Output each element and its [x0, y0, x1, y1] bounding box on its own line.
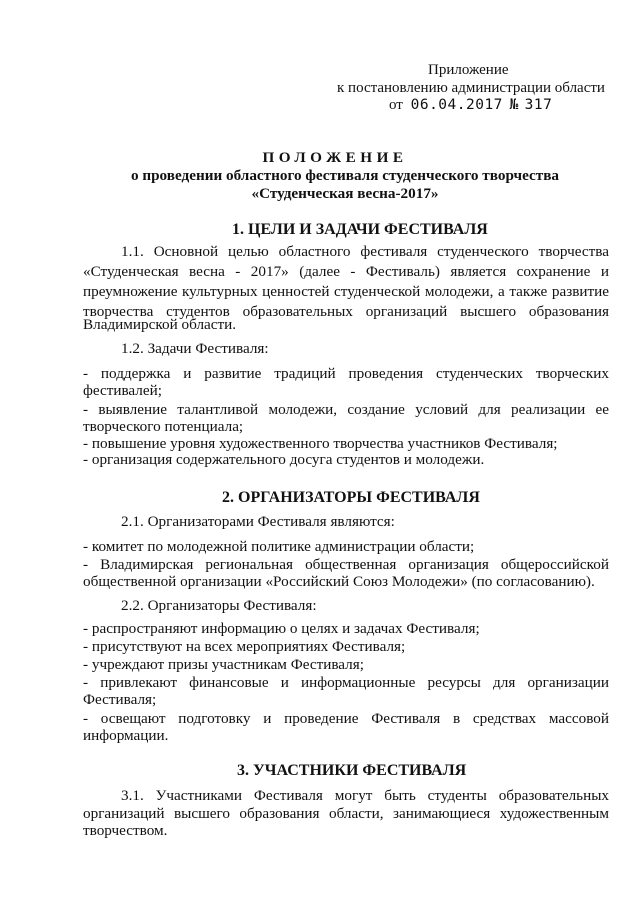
document-title: ПОЛОЖЕНИЕ: [262, 149, 408, 166]
section2-list2-item: - освещают подготовку и проведение Фестиваля в средствах массовой: [83, 710, 609, 727]
document-subtitle: о проведении областного фестиваля студенческого творчества: [130, 167, 560, 184]
section3-p1-line: 3.1. Участниками Фестиваля могут быть студенты образовательных: [121, 787, 609, 804]
section1-list-item: - организация содержательного досуга студентов и молодежи.: [83, 451, 485, 468]
section2-list1-item: - комитет по молодежной политике администрации области;: [83, 538, 475, 555]
document-festival-name: «Студенческая весна-2017»: [251, 185, 439, 202]
appendix-date: 06.04.2017: [410, 97, 503, 113]
section1-list-item: - выявление талантливой молодежи, создание условий для реализации ее: [83, 401, 609, 418]
section1-list-item: фестивалей;: [83, 382, 162, 399]
section1-p1-line: преумножение культурных ценностей студенческой молодежи, а также развитие: [83, 283, 609, 300]
section2-list2-item: - присутствуют на всех мероприятиях Фестиваля;: [83, 638, 406, 655]
appendix-number: 317: [524, 97, 553, 113]
section2-list2-item: - распространяют информацию о целях и задачах Фестиваля;: [83, 620, 480, 637]
section1-p1-line: творчества студентов образовательных организаций высшего образования: [83, 303, 609, 320]
section1-list-item: - поддержка и развитие традиций проведения студенческих творческих: [83, 365, 609, 382]
appendix-label: Приложение: [428, 62, 509, 78]
section2-list2-item: - привлекают финансовые и информационные ресурсы для организации: [83, 674, 609, 691]
section2-list1-item: общественной организации «Российский Союз Молодежи» (по согласованию).: [83, 573, 595, 590]
section1-p2: 1.2. Задачи Фестиваля:: [121, 340, 269, 357]
appendix-number-sign: №: [509, 97, 519, 113]
section1-heading: 1. ЦЕЛИ И ЗАДАЧИ ФЕСТИВАЛЯ: [232, 221, 488, 238]
section2-p2: 2.2. Организаторы Фестиваля:: [121, 597, 317, 614]
section2-list2-item: Фестиваля;: [83, 691, 157, 708]
section1-list-item: - повышение уровня художественного творчества участников Фестиваля;: [83, 435, 558, 452]
section2-heading: 2. ОРГАНИЗАТОРЫ ФЕСТИВАЛЯ: [222, 489, 480, 506]
section2-p1: 2.1. Организаторами Фестиваля являются:: [121, 513, 395, 530]
section2-list2-item: - учреждают призы участникам Фестиваля;: [83, 656, 364, 673]
section3-p1-line: творчеством.: [83, 822, 168, 839]
appendix-date-line: [389, 97, 552, 114]
section1-list-item: творческого потенциала;: [83, 418, 244, 435]
section2-list2-item: информации.: [83, 727, 169, 744]
section3-heading: 3. УЧАСТНИКИ ФЕСТИВАЛЯ: [237, 762, 467, 779]
section1-p1-line: Владимирской области.: [83, 316, 237, 333]
section1-p1-line: 1.1. Основной целью областного фестиваля студенческого творчества: [121, 243, 609, 260]
section3-p1-line: организаций высшего образования области, занимающиеся художественным: [83, 805, 609, 822]
appendix-decree-line: к постановлению администрации области: [337, 80, 605, 96]
appendix-date-prefix: от: [389, 97, 403, 113]
section1-p1-line: «Студенческая весна - 2017» (далее - Фестиваль) является сохранение и: [83, 263, 609, 280]
section2-list1-item: - Владимирская региональная общественная организация общероссийской: [83, 556, 609, 573]
